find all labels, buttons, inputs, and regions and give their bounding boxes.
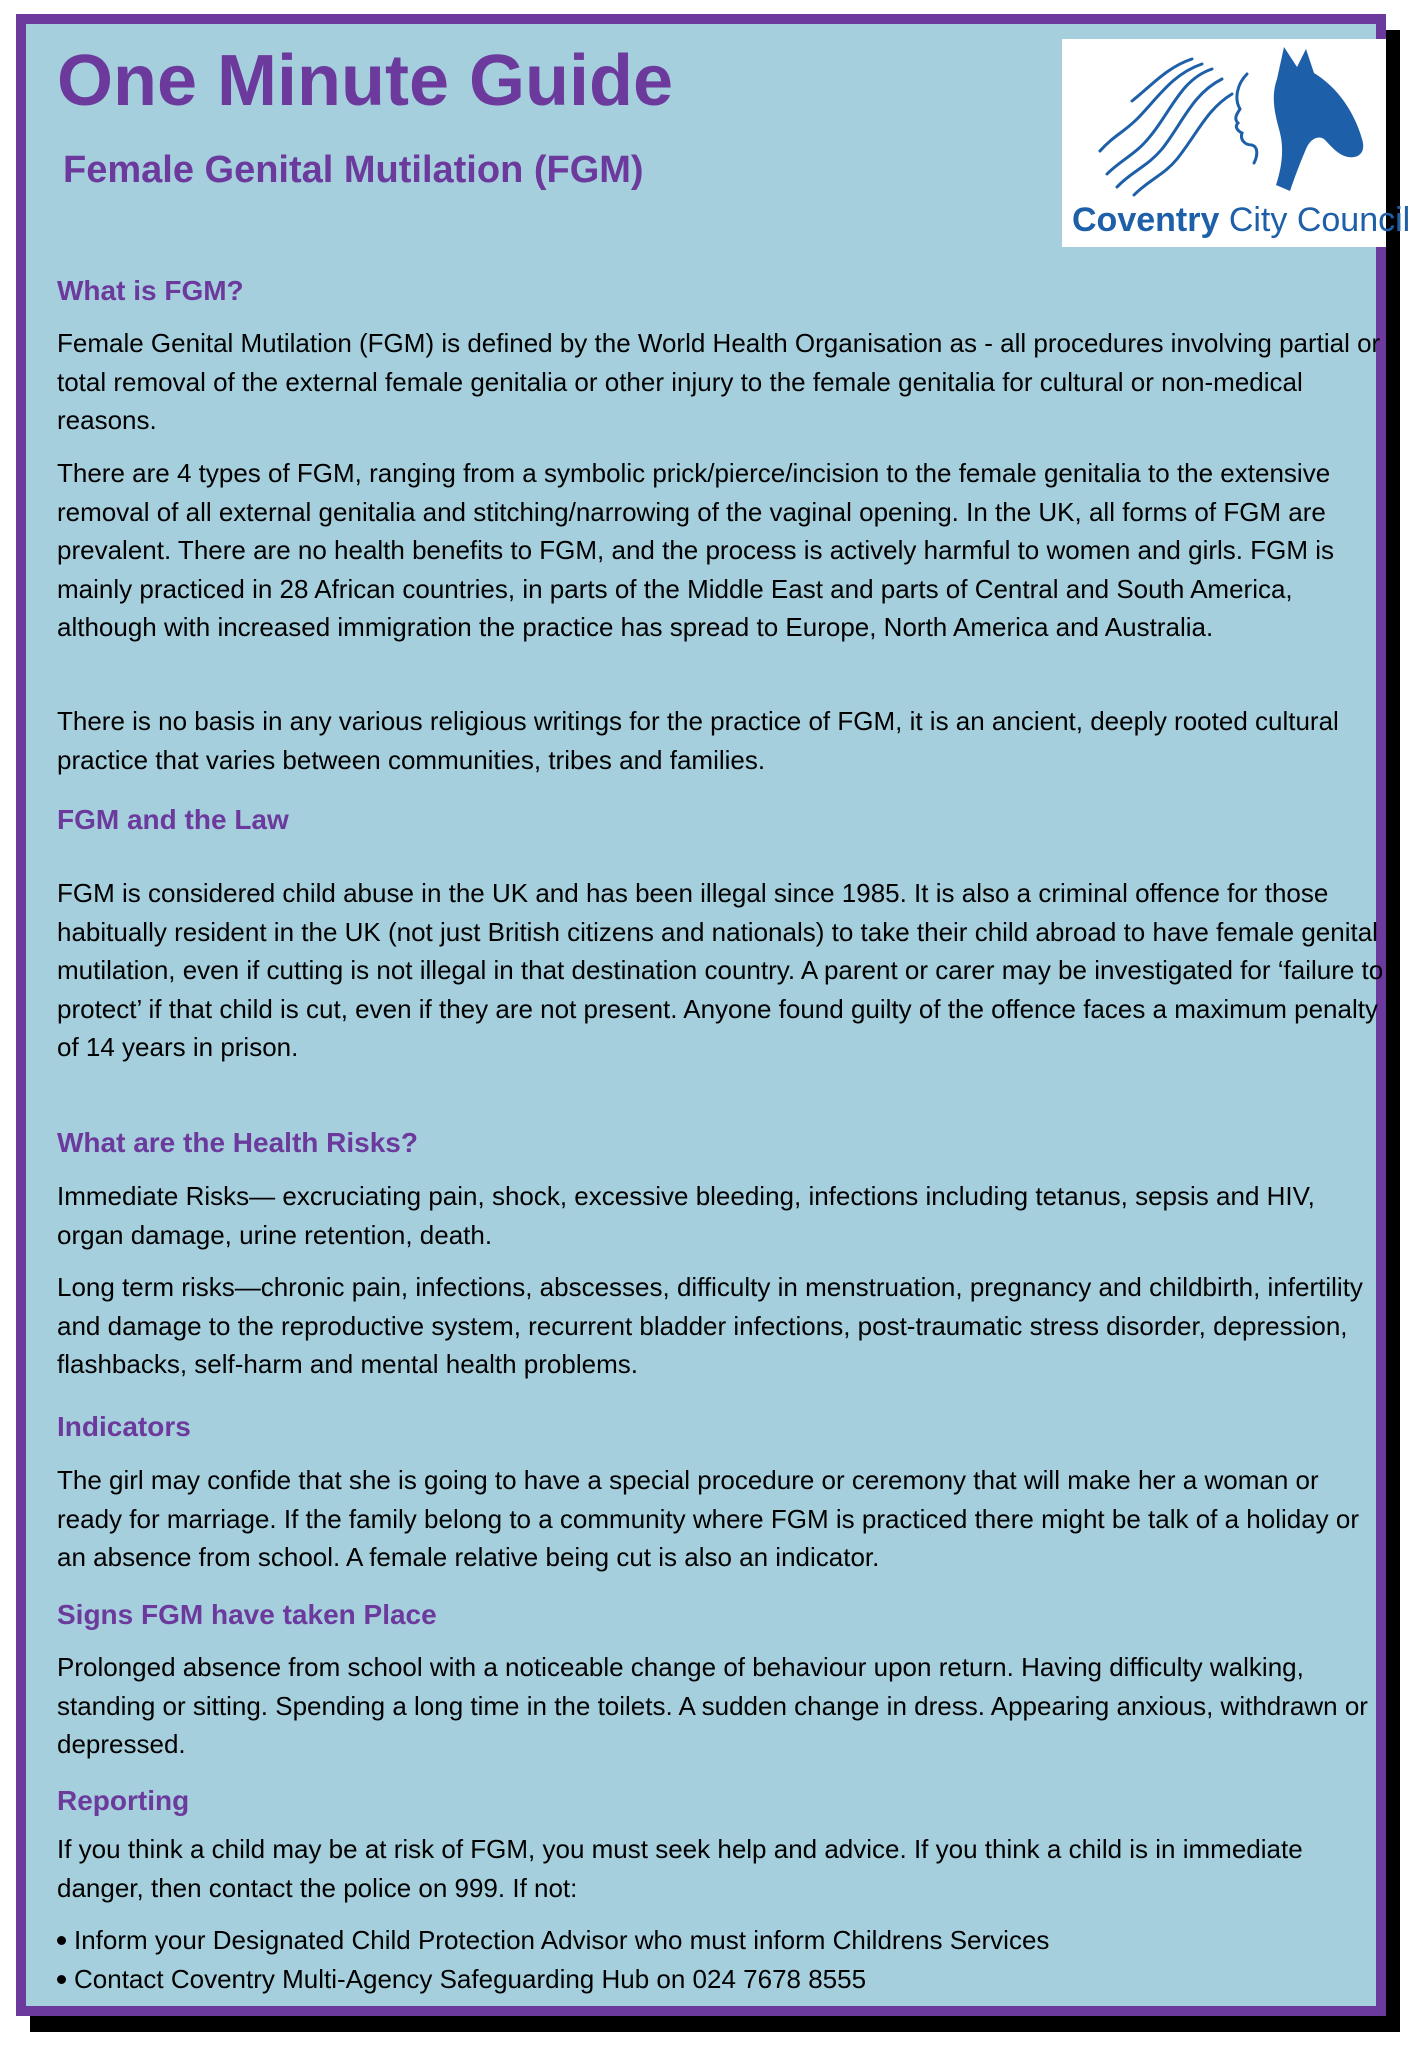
list-item xyxy=(57,1921,1387,1960)
page-title: One Minute Guide xyxy=(57,41,674,121)
paragraph-indicators: The girl may confide that she is going to have a special procedure or ceremony that will make her a woman or ready for marriage. If the family belong to a community where FGM is practiced there might be talk of a holiday or an absence from school. A female relative being cut is also an indicator. xyxy=(57,1465,1360,1572)
list-item xyxy=(57,1960,1387,1999)
paragraph-fgm-religion: There is no basis in any various religious writings for the practice of FGM, it is an ancient, deeply rooted cultural practice that varies between communities, tribes and families. xyxy=(57,706,1339,775)
logo-text-bold: Coventry xyxy=(1072,201,1220,239)
paragraph-fgm-definition: Female Genital Mutilation (FGM) is defined by the World Health Organisation as - all procedures involving partial or total removal of the external female genitalia or other injury to the female genitalia for cultural or non-medical reasons. xyxy=(57,328,1381,435)
reporting-bullet-list xyxy=(57,1921,1387,1998)
bullet-icon xyxy=(57,1975,66,1984)
paragraph-fgm-law: FGM is considered child abuse in the UK and has been illegal since 1985. It is also a criminal offence for those habitually resident in the UK (not just British citizens and nationals) to take their child abroad to have female genital mutilation, even if cutting is not illegal in that destination country. A parent or carer may be investigated for ‘failure to protect’ if that child is cut, even if they are not present. Anyone found guilty of the offence faces a maximum penalty of 14 years in prison. xyxy=(57,878,1384,1062)
horse-head-icon xyxy=(1062,39,1386,199)
bullet-icon xyxy=(57,1936,66,1945)
bullet-text: Contact Coventry Multi-Agency Safeguarding Hub on 024 7678 8555 xyxy=(74,1963,867,1994)
paragraph-signs: Prolonged absence from school with a noticeable change of behaviour upon return. Having difficulty walking, standing or sitting. Spending a long time in the toilets. A sudden change in dress. Appearing anxious, withdrawn or depressed. xyxy=(57,1652,1368,1759)
page-subtitle: Female Genital Mutilation (FGM) xyxy=(63,149,644,191)
coventry-city-council-logo xyxy=(1062,39,1411,247)
heading-health-risks: What are the Health Risks? xyxy=(57,1127,418,1158)
guide-card xyxy=(16,14,1411,2016)
logo-text xyxy=(1072,203,1410,237)
bullet-text: Inform your Designated Child Protection Advisor who must inform Childrens Services xyxy=(74,1925,1050,1955)
paragraph-reporting: If you think a child may be at risk of FGM, you must seek help and advice. If you think a child is in immediate danger, then contact the police on 999. If not: xyxy=(57,1834,1303,1903)
paragraph-fgm-types: There are 4 types of FGM, ranging from a symbolic prick/pierce/incision to the female genitalia to the extensive removal of all external genitalia and stitching/narrowing of the vaginal opening. In the UK, all forms of FGM are prevalent. There are no health benefits to FGM, and the process is actively harmful to women and girls. FGM is mainly practiced in 28 African countries, in parts of the Middle East and parts of Central and South America, although with increased immigration the practice has spread to Europe, North America and Australia. xyxy=(57,458,1334,642)
heading-indicators: Indicators xyxy=(57,1411,191,1442)
heading-fgm-law: FGM and the Law xyxy=(57,804,289,835)
logo-text-regular: City Council xyxy=(1219,201,1411,239)
heading-reporting: Reporting xyxy=(57,1785,190,1816)
paragraph-immediate-risks: Immediate Risks— excruciating pain, shock, excessive bleeding, infections including tetanus, sepsis and HIV, organ damage, urine retention, death. xyxy=(57,1181,1315,1250)
heading-signs: Signs FGM have taken Place xyxy=(57,1599,437,1630)
paragraph-long-term-risks: Long term risks—chronic pain, infections, abscesses, difficulty in menstruation, pregnancy and childbirth, infertility and damage to the reproductive system, recurrent bladder infections, post-traumatic stress disorder, depression, flashbacks, self-harm and mental health problems. xyxy=(57,1272,1363,1379)
heading-what-is-fgm: What is FGM? xyxy=(57,275,244,306)
